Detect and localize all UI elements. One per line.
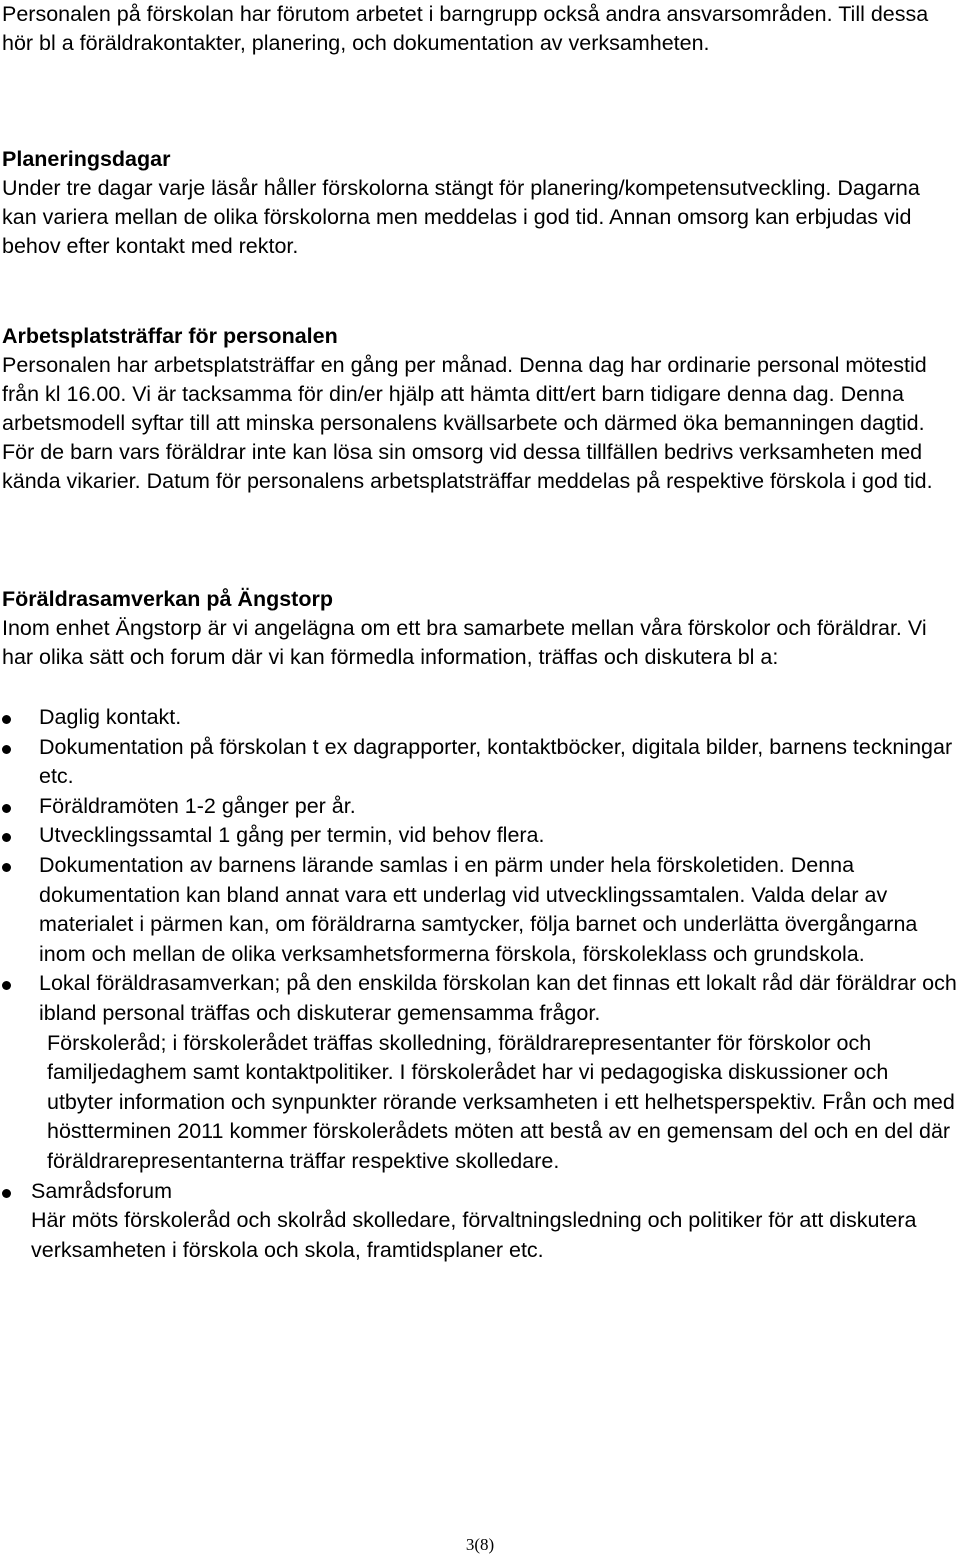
bullet-icon xyxy=(2,804,11,813)
list-item-text: Föräldramöten 1-2 gånger per år. xyxy=(39,793,356,818)
list-item xyxy=(2,792,958,822)
meetings-paragraph: Personalen har arbetsplatsträffar en gång per månad. Denna dag har ordinarie personal mötestid från kl 16.00. Vi är tacksamma för din/er hjälp att hämta ditt/ert barn tidigare denna dag. Denna arbetsmodell syftar till att minska personalens kvällsarbete och därmed öka bemanningen dagtid. För de barn vars föräldrar inte kan lösa sin omsorg vid dessa tillfällen bedrivs verksamheten med kända vikarier. Datum för personalens arbetsplatsträffar meddelas på respektive förskola i god tid. xyxy=(2,353,933,493)
forum-title: Samrådsforum xyxy=(31,1178,172,1203)
meetings-section xyxy=(2,322,958,496)
council-paragraph: Förskoleråd; i förskolerådet träffas skolledning, föräldrarepresentanter för förskolor och familjedaghem samt kontaktpolitiker. I förskolerådet har vi pedagogiska diskussioner och utbyter information och synpunkter rörande verksamheten i ett helhetsperspektiv. Från och med höstterminen 2011 kommer förskolerådets möten att bestå av en gemensam del och en del där föräldrarepresentanterna träffar respektive skolledare. xyxy=(47,1030,955,1173)
cooperation-list xyxy=(2,703,958,1265)
cooperation-section xyxy=(2,585,958,672)
cooperation-heading: Föräldrasamverkan på Ängstorp xyxy=(2,587,333,611)
meetings-heading: Arbetsplatsträffar för personalen xyxy=(2,324,338,348)
bullet-icon xyxy=(2,833,11,842)
forum-paragraph: Här möts förskoleråd och skolråd skolledare, förvaltningsledning och politiker för att diskutera verksamheten i förskola och skola, framtidsplaner etc. xyxy=(31,1208,917,1262)
list-item-text: Dokumentation på förskolan t ex dagrapporter, kontaktböcker, digitala bilder, barnens teckningar etc. xyxy=(39,734,953,789)
list-item-text: Lokal föräldrasamverkan; på den enskilda förskolan kan det finnas ett lokalt råd där föräldrar och ibland personal träffas och diskuterar gemensamma frågor. xyxy=(39,971,957,1025)
intro-paragraph: Personalen på förskolan har förutom arbetet i barngrupp också andra ansvarsområden. Till dessa hör bl a föräldrakontakter, planering, och dokumentation av verksamheten. xyxy=(2,2,929,55)
intro-section xyxy=(2,0,958,58)
cooperation-paragraph: Inom enhet Ängstorp är vi angelägna om ett bra samarbete mellan våra förskolor och föräldrar. Vi har olika sätt och forum där vi kan förmedla information, träffas och diskutera bl a: xyxy=(2,616,927,669)
list-item xyxy=(2,851,958,969)
list-item-text: Dokumentation av barnens lärande samlas i en pärm under hela förskoletiden. Denna dokumentation kan bland annat vara ett underlag vid utvecklingssamtalen. Valda delar av materialet i pärmen kan, om föräldrarna samtycker, följa barnet och underlätta övergångarna inom och mellan de olika verksamhetsformerna förskola, förskoleklass och grundskola. xyxy=(39,852,918,966)
bullet-icon xyxy=(2,745,11,754)
list-item xyxy=(2,969,958,1176)
list-item-text: Utvecklingssamtal 1 gång per termin, vid behov flera. xyxy=(39,823,545,848)
list-item-text: Daglig kontakt. xyxy=(39,705,182,729)
page-number: 3(8) xyxy=(465,1535,495,1554)
bullet-icon xyxy=(2,1189,11,1198)
bullet-icon xyxy=(2,715,11,724)
planning-paragraph: Under tre dagar varje läsår håller förskolorna stängt för planering/kompetensutveckling. Dagarna kan variera mellan de olika förskolorna men meddelas i god tid. Annan omsorg kan erbjudas vid behov efter kontakt med rektor. xyxy=(2,176,920,258)
list-item xyxy=(2,733,958,792)
bullet-icon xyxy=(2,981,11,990)
planning-heading: Planeringsdagar xyxy=(2,147,171,171)
bullet-icon xyxy=(2,863,11,872)
list-item xyxy=(2,703,958,733)
list-item xyxy=(2,1177,958,1266)
planning-section xyxy=(2,145,958,261)
list-item xyxy=(2,821,958,851)
